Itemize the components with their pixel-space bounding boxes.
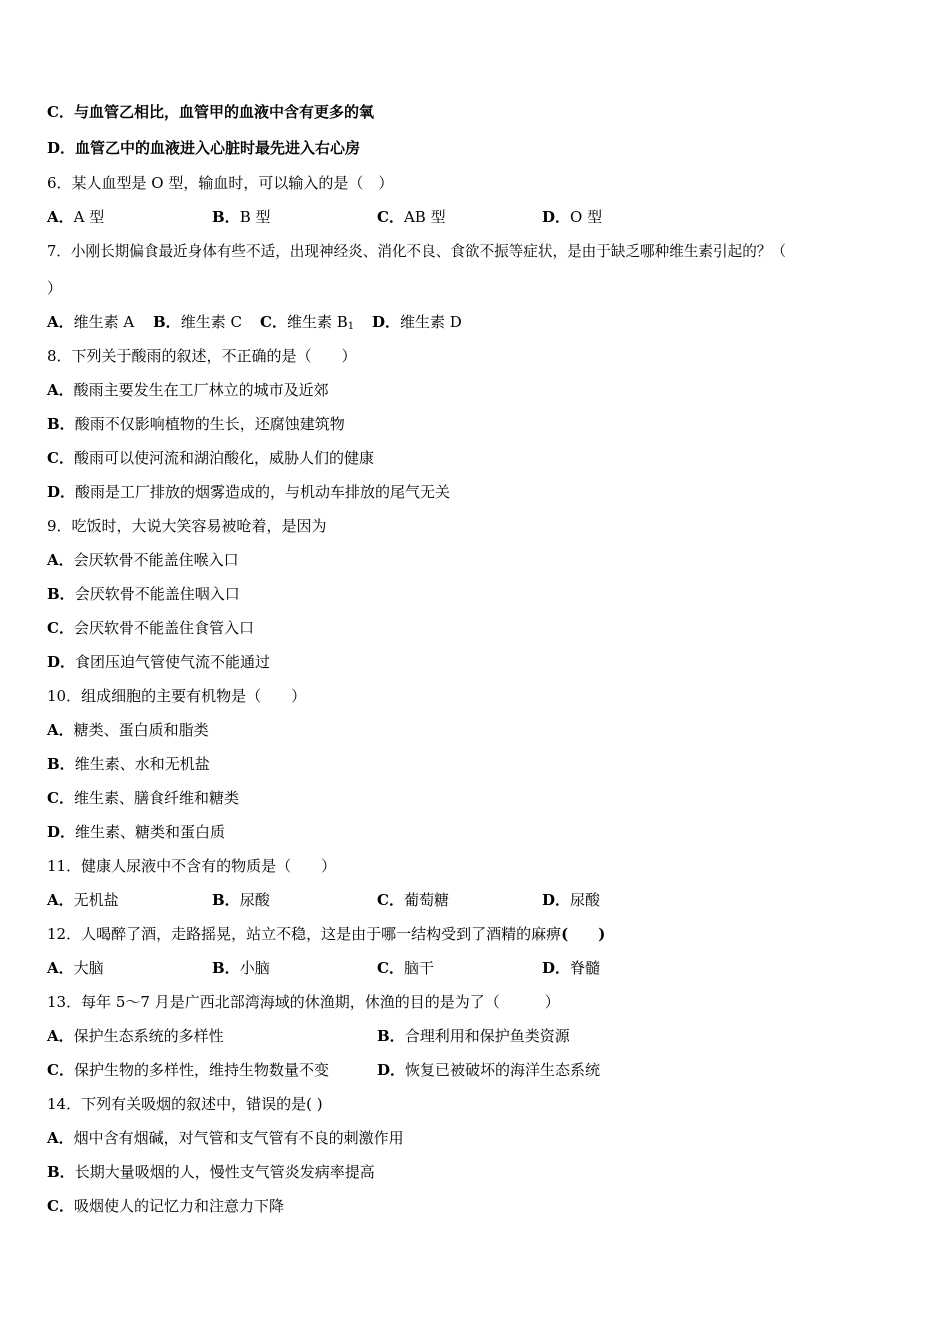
- q10-option-d: D．维生素、糖类和蛋白质: [47, 823, 226, 841]
- q6-option-a: A．A 型: [47, 208, 105, 226]
- q6-option-b: B．B 型: [212, 208, 271, 226]
- q13-options-row2: [47, 1058, 910, 1082]
- q12-option-d: D．脊髓: [542, 959, 601, 977]
- option-label: D．: [47, 139, 76, 157]
- q8-option-a: A．酸雨主要发生在工厂林立的城市及近郊: [47, 381, 329, 399]
- q11-option-c: C．葡萄糖: [377, 891, 449, 909]
- q12-options: [47, 956, 910, 980]
- q11-option-b: B．尿酸: [212, 891, 270, 909]
- q11-option-a: A．无机盐: [47, 891, 119, 909]
- q7-stem-line1: 7．小刚长期偏食最近身体有些不适，出现神经炎、消化不良、食欲不振等症状，是由于缺乏哪种维生素引起的？（: [47, 243, 786, 260]
- q11-option-d: D．尿酸: [542, 891, 601, 909]
- q9-option-b: B．会厌软骨不能盖住咽入口: [47, 585, 240, 603]
- q8-stem: 8．下列关于酸雨的叙述，不正确的是（ ）: [47, 347, 357, 365]
- q7-option-c: C．维生素 $B_1$: [260, 313, 355, 332]
- q11-options: [47, 888, 910, 912]
- q12-stem: 12．人喝醉了酒，走路摇晃，站立不稳，这是由于哪一结构受到了酒精的麻痹( ): [47, 925, 606, 943]
- q13-options-row1: [47, 1024, 910, 1048]
- q10-option-b: B．维生素、水和无机盐: [47, 755, 210, 773]
- q14-option-b: B．长期大量吸烟的人，慢性支气管炎发病率提高: [47, 1163, 375, 1181]
- q8-option-d: D．酸雨是工厂排放的烟雾造成的，与机动车排放的尾气无关: [47, 483, 451, 501]
- q10-option-c: C．维生素、膳食纤维和糖类: [47, 789, 239, 807]
- q7-options: [47, 310, 910, 334]
- q12-option-a: A．大脑: [47, 959, 104, 977]
- q9-option-d: D．食团压迫气管使气流不能通过: [47, 653, 271, 671]
- q7-option-a: A．维生素 A: [47, 313, 135, 331]
- q7-option-d: D．维生素 D: [372, 313, 462, 331]
- q13-option-a: A．保护生态系统的多样性: [47, 1027, 224, 1045]
- q9-option-c: C．会厌软骨不能盖住食管入口: [47, 619, 254, 637]
- q12-option-b: B．小脑: [212, 959, 270, 977]
- q7-option-b: B．维生素 C: [153, 313, 242, 331]
- q14-option-a: A．烟中含有烟碱，对气管和支气管有不良的刺激作用: [47, 1129, 404, 1147]
- q6-stem: 6．某人血型是 O 型，输血时，可以输入的是（ ）: [47, 174, 394, 192]
- q12-option-c: C．脑干: [377, 959, 434, 977]
- q11-stem: 11．健康人尿液中不含有的物质是（ ）: [47, 857, 337, 875]
- q6-option-c: C．AB 型: [377, 208, 446, 226]
- q9-stem: 9．吃饭时，大说大笑容易被呛着，是因为: [47, 517, 327, 535]
- q8-option-b: B．酸雨不仅影响植物的生长，还腐蚀建筑物: [47, 415, 345, 433]
- q14-option-c: C．吸烟使人的记忆力和注意力下降: [47, 1197, 284, 1215]
- q8-option-c: C．酸雨可以使河流和湖泊酸化，威胁人们的健康: [47, 449, 374, 467]
- option-label: C．: [47, 103, 74, 121]
- q10-option-a: A．糖类、蛋白质和脂类: [47, 721, 209, 739]
- q14-stem: 14．下列有关吸烟的叙述中，错误的是( ): [47, 1095, 323, 1113]
- q10-stem: 10．组成细胞的主要有机物是（ ）: [47, 687, 307, 705]
- q13-stem: 13．每年 5～7 月是广西北部湾海域的休渔期，休渔的目的是为了（ ）: [47, 993, 560, 1011]
- q5-option-c: [47, 100, 910, 124]
- option-text: 与血管乙相比，血管甲的血液中含有更多的氧: [73, 103, 374, 121]
- q13-option-b: B．合理利用和保护鱼类资源: [377, 1027, 570, 1045]
- q5-option-d: [47, 136, 910, 160]
- q6-option-d: D．O 型: [542, 208, 603, 226]
- q13-option-d: D．恢复已被破坏的海洋生态系统: [377, 1061, 601, 1079]
- option-text: 血管乙中的血液进入心脏时最先进入右心房: [75, 139, 361, 157]
- q13-option-c: C．保护生物的多样性，维持生物数量不变: [47, 1061, 329, 1079]
- q9-option-a: A．会厌软骨不能盖住喉入口: [47, 551, 239, 569]
- q7-stem-line2: ）: [47, 279, 63, 297]
- q6-options: [47, 205, 910, 229]
